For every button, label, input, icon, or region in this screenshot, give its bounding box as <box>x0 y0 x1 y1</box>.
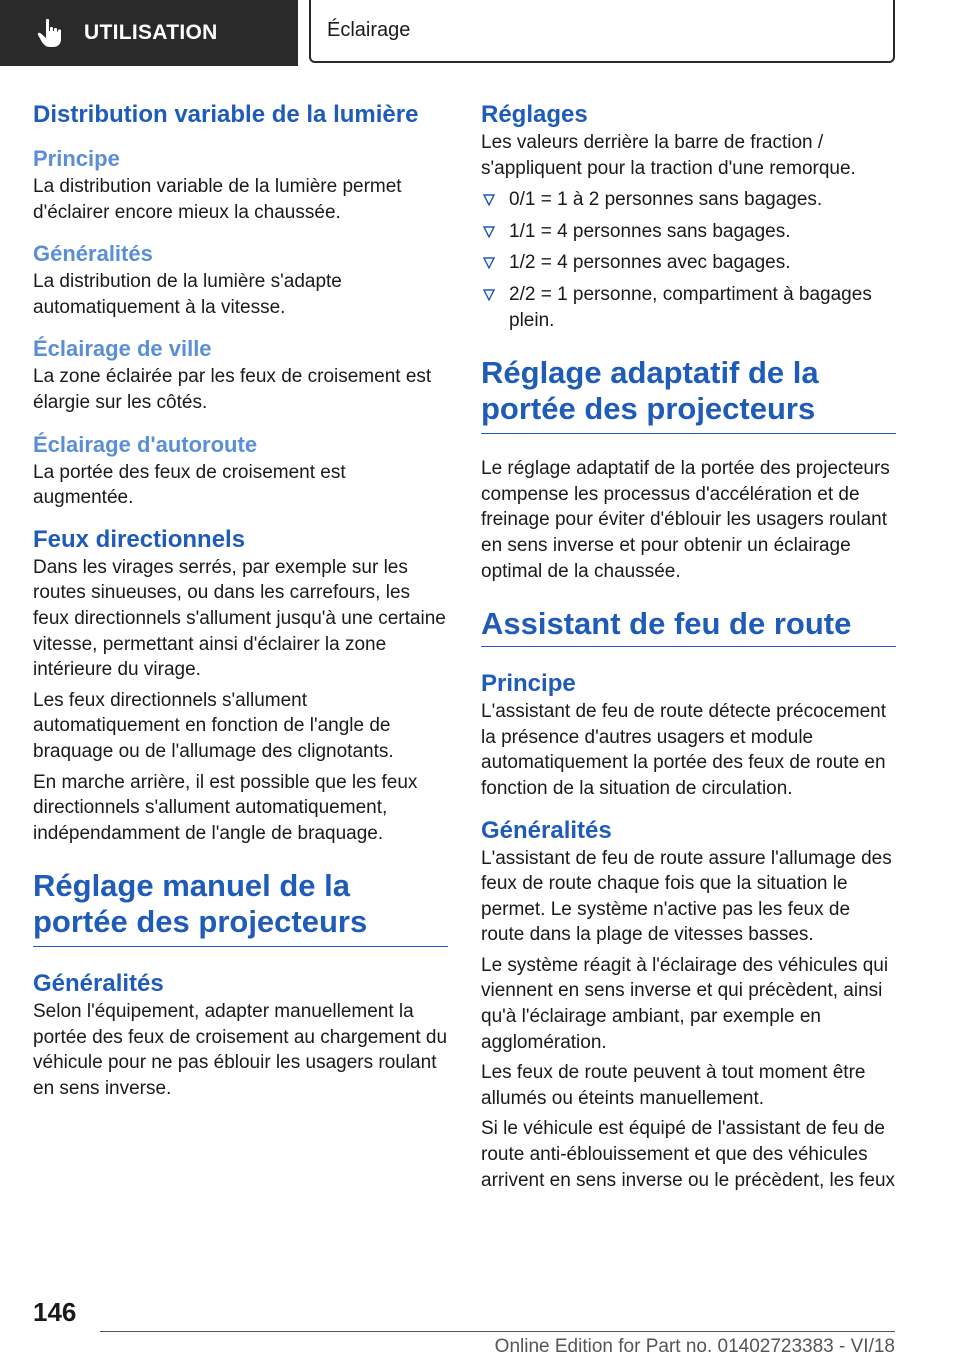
section-tab[interactable] <box>0 0 298 66</box>
manuel-generalites-title: Généralités <box>33 970 164 998</box>
triangle-bullet-icon <box>483 289 495 301</box>
list-item-text: 0/1 = 1 à 2 personnes sans bagages. <box>509 189 823 211</box>
feux-paragraph-2: Les feux directionnels s'allument automatiquement en fonction de l'angle de braquage ou de l'allumage des clignotants. <box>33 689 394 762</box>
assistant-paragraph-4: Si le véhicule est équipé de l'assistant de feu de route anti-éblouissement et que des véhicules arrivent en sens inverse ou le précèdent, les feux <box>481 1118 896 1191</box>
triangle-bullet-icon <box>483 257 495 269</box>
principe-text: La distribution variable de la lumière permet d'éclairer encore mieux la chaussée. <box>33 176 402 223</box>
generalites-text: La distribution de la lumière s'adapte automatiquement à la vitesse. <box>33 271 342 318</box>
subsection-tab[interactable] <box>309 0 895 63</box>
assistant-paragraph-3: Les feux de route peuvent à tout moment être allumés ou éteints manuellement. <box>481 1062 866 1109</box>
list-item <box>481 187 896 213</box>
principe-title: Principe <box>33 146 120 171</box>
distribution-title: Distribution variable de la lumière <box>33 101 419 128</box>
ville-text: La zone éclairée par les feux de croisement est élargie sur les côtés. <box>33 366 432 413</box>
generalites-title: Généralités <box>33 241 153 267</box>
feux-title: Feux directionnels <box>33 525 246 553</box>
right-column <box>481 100 896 1193</box>
assistant-principe-text: L'assistant de feu de route détecte précocement la présence d'autres usagers et module automatiquement la portée des feux de route en fonction de la situation de circulation. <box>481 701 886 799</box>
ville-title: Éclairage de ville <box>33 336 212 362</box>
edition-note: Online Edition for Part no. 01402723383 - VI/18 <box>494 1336 895 1357</box>
triangle-bullet-icon <box>483 194 495 206</box>
assistant-paragraph-2: Le système réagit à l'éclairage des véhicules qui viennent en sens inverse et qui précèdent, ainsi qu'à l'éclairage ambiant, par exemple en agglomération. <box>481 954 889 1053</box>
left-column <box>33 100 448 1102</box>
assistant-principe-title: Principe <box>481 670 576 698</box>
page-header <box>0 0 960 66</box>
page-number: 146 <box>33 1297 77 1327</box>
list-item <box>481 282 896 333</box>
adaptatif-text: Le réglage adaptatif de la portée des projecteurs compense les processus d'accélération et de freinage pour éviter d'éblouir les usagers roulant en sens inverse et pour obtenir un éclairage optimal de la chaussée. <box>481 458 890 582</box>
assistant-title: Assistant de feu de route <box>481 606 896 647</box>
list-item-text: 1/2 = 4 personnes avec bagages. <box>509 252 791 274</box>
hand-pointer-icon <box>36 17 66 49</box>
adaptatif-title: Réglage adaptatif de la portée des projecteurs <box>481 355 896 434</box>
section-label: UTILISATION <box>84 21 218 44</box>
autoroute-title: Éclairage d'autoroute <box>33 431 258 457</box>
triangle-bullet-icon <box>483 226 495 238</box>
list-item-text: 2/2 = 1 personne, compartiment à bagages plein. <box>509 283 872 331</box>
list-item <box>481 250 896 276</box>
feux-paragraph-1: Dans les virages serrés, par exemple sur les routes sinueuses, ou dans les carrefours, les feux directionnels s'allument jusqu'à une certaine vitesse, permettant ainsi d'éclairer la zone intérieure du virage. <box>33 556 446 681</box>
feux-paragraph-3: En marche arrière, il est possible que les feux directionnels s'allument automatiquement, indépendamment de l'angle de braquage. <box>33 771 418 844</box>
reglages-list <box>481 187 896 333</box>
reglages-intro: Les valeurs derrière la barre de fraction / s'appliquent pour la traction d'une remorque. <box>481 132 856 179</box>
manuel-generalites-text: Selon l'équipement, adapter manuellement la portée des feux de croisement au chargement du véhicule pour ne pas éblouir les usagers roulant en sens inverse. <box>33 1001 448 1100</box>
list-item-text: 1/1 = 4 personnes sans bagages. <box>509 220 791 242</box>
footer-divider <box>100 1331 895 1332</box>
autoroute-text: La portée des feux de croisement est augmentée. <box>33 461 346 509</box>
list-item <box>481 219 896 245</box>
assistant-paragraph-1: L'assistant de feu de route assure l'allumage des feux de route chaque fois que la situation le permet. Le système n'active pas les feux de route dans la plage de vitesses basses. <box>481 847 892 946</box>
subsection-label: Éclairage <box>327 19 411 41</box>
assistant-generalites-title: Généralités <box>481 816 612 844</box>
reglage-manuel-title: Réglage manuel de la portée des projecteurs <box>33 868 448 947</box>
reglages-title: Réglages <box>481 101 588 128</box>
